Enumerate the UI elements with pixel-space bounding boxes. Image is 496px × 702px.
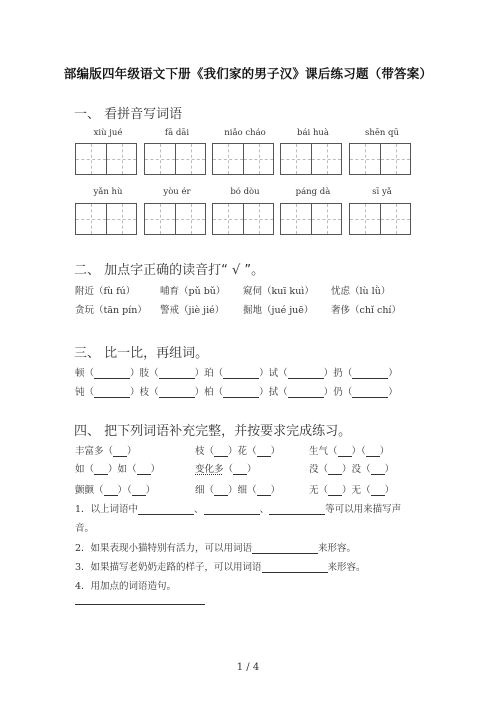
idiom-item: 变化多（ ）: [195, 464, 257, 475]
writing-grid[interactable]: [212, 143, 274, 175]
blank[interactable]: [257, 456, 271, 457]
blank[interactable]: [233, 474, 247, 475]
blank[interactable]: [137, 474, 151, 475]
idiom-item: 无（ ）无（ ）: [309, 485, 395, 496]
blank[interactable]: [328, 474, 342, 475]
section-1-heading: 一、 看拼音写词语: [74, 107, 183, 122]
blank[interactable]: [262, 572, 328, 573]
blank[interactable]: [371, 474, 385, 475]
pinyin-label: niǎo cháo: [224, 128, 266, 138]
answer-line[interactable]: [75, 604, 205, 605]
writing-grid[interactable]: [75, 143, 137, 175]
section-3-heading: 三、 比一比，再组词。: [74, 346, 209, 361]
writing-grid[interactable]: [280, 203, 342, 235]
blank[interactable]: [214, 495, 228, 496]
reading-choice[interactable]: 忧虑（lù lǜ）: [331, 286, 391, 297]
pinyin-label: fā dāi: [164, 128, 190, 138]
idiom-item: 颤颤（ ）（ ）: [75, 485, 156, 496]
page-number: 1 / 4: [236, 662, 260, 673]
idiom-item: 没（ ）没（ ）: [309, 464, 395, 475]
blank[interactable]: [113, 456, 127, 457]
char-label: 试: [268, 368, 279, 379]
question-1: 1．以上词语中 、 、 等可以用来描写声: [75, 504, 402, 515]
blank[interactable]: [352, 397, 388, 398]
blank[interactable]: [159, 378, 195, 379]
pinyin-label: bó dòu: [230, 187, 260, 197]
blank[interactable]: [257, 495, 271, 496]
writing-grid[interactable]: [212, 203, 274, 235]
pinyin-label: bái huà: [297, 128, 329, 138]
char-label: 拭: [268, 387, 279, 398]
idiom-item: 细（ ）细（ ）: [195, 485, 281, 496]
reading-choice[interactable]: 哺育（pǔ bǔ）: [160, 286, 226, 297]
pinyin-label: xiù jué: [93, 128, 123, 138]
char-label: 肢: [139, 368, 150, 379]
blank[interactable]: [328, 495, 342, 496]
char-label: 珀: [204, 368, 214, 379]
pinyin-label: shēn qū: [365, 128, 399, 138]
reading-choice[interactable]: 掘地（jué juē）: [243, 305, 314, 316]
writing-grid[interactable]: [349, 203, 411, 235]
blank[interactable]: [288, 378, 324, 379]
blank[interactable]: [338, 456, 352, 457]
char-label: 柏: [204, 387, 214, 398]
char-label: 顿: [75, 368, 85, 379]
pinyin-label: páng dà: [295, 187, 331, 197]
page-title: 部编版四年级语文下册《我们家的男子汉》课后练习题（带答案）: [63, 66, 433, 81]
question-3: 3．如果描写老奶奶走路的样子，可以用词语 来形容。: [75, 562, 366, 573]
blank[interactable]: [104, 495, 118, 496]
char-label: 枝: [139, 387, 150, 398]
blank[interactable]: [94, 474, 108, 475]
blank[interactable]: [94, 378, 130, 379]
blank[interactable]: [366, 456, 380, 457]
blank[interactable]: [371, 495, 385, 496]
writing-grid[interactable]: [280, 143, 342, 175]
pinyin-label: yǎn hù: [93, 187, 123, 197]
reading-choice[interactable]: 警戒（jiè jié）: [160, 305, 225, 316]
idiom-item: 丰富多（ ）: [75, 446, 137, 457]
pinyin-label: sī yǎ: [372, 187, 392, 197]
reading-choice[interactable]: 奢侈（chǐ chí）: [331, 305, 401, 316]
reading-choice[interactable]: 窥伺（kuī kuì）: [243, 286, 314, 297]
idiom-item: 生气（ ）（ ）: [309, 446, 390, 457]
blank[interactable]: [204, 514, 260, 515]
blank[interactable]: [214, 456, 228, 457]
char-label: 钝: [75, 387, 85, 398]
blank[interactable]: [288, 397, 324, 398]
question-4: 4．用加点的词语造句。: [75, 581, 177, 592]
question-2: 2．如果表现小猫特别有活力，可以用词语 来形容。: [75, 543, 357, 554]
char-label: 仍: [333, 387, 343, 398]
compare-row-2: 钝（ ）枝（ ）柏（ ）拭（ ）仍（ ）: [75, 387, 398, 398]
writing-grid[interactable]: [144, 143, 206, 175]
section-4-heading: 四、 把下列词语补充完整，并按要求完成练习。: [74, 424, 352, 439]
blank[interactable]: [223, 397, 259, 398]
writing-grid[interactable]: [144, 203, 206, 235]
writing-grid[interactable]: [75, 203, 137, 235]
writing-grid[interactable]: [349, 143, 411, 175]
idiom-item: 如（ ）如（ ）: [75, 464, 161, 475]
blank[interactable]: [138, 514, 194, 515]
blank[interactable]: [352, 378, 388, 379]
compare-row-1: 顿（ ）肢（ ）珀（ ）试（ ）扔（ ）: [75, 368, 398, 379]
blank[interactable]: [159, 397, 195, 398]
char-label: 扔: [333, 368, 343, 379]
blank[interactable]: [252, 553, 318, 554]
reading-choice[interactable]: 贪玩（tān pín）: [75, 305, 147, 316]
blank[interactable]: [94, 397, 130, 398]
idiom-item: 枝（ ）花（ ）: [195, 446, 281, 457]
blank[interactable]: [223, 378, 259, 379]
pinyin-label: yòu ér: [163, 187, 191, 197]
question-1-cont: 音。: [75, 523, 95, 534]
reading-choice[interactable]: 附近（fù fú）: [75, 286, 136, 297]
blank[interactable]: [132, 495, 146, 496]
blank[interactable]: [269, 514, 325, 515]
section-2-heading: 二、 加点字正确的读音打“ √ ”。: [74, 263, 265, 278]
